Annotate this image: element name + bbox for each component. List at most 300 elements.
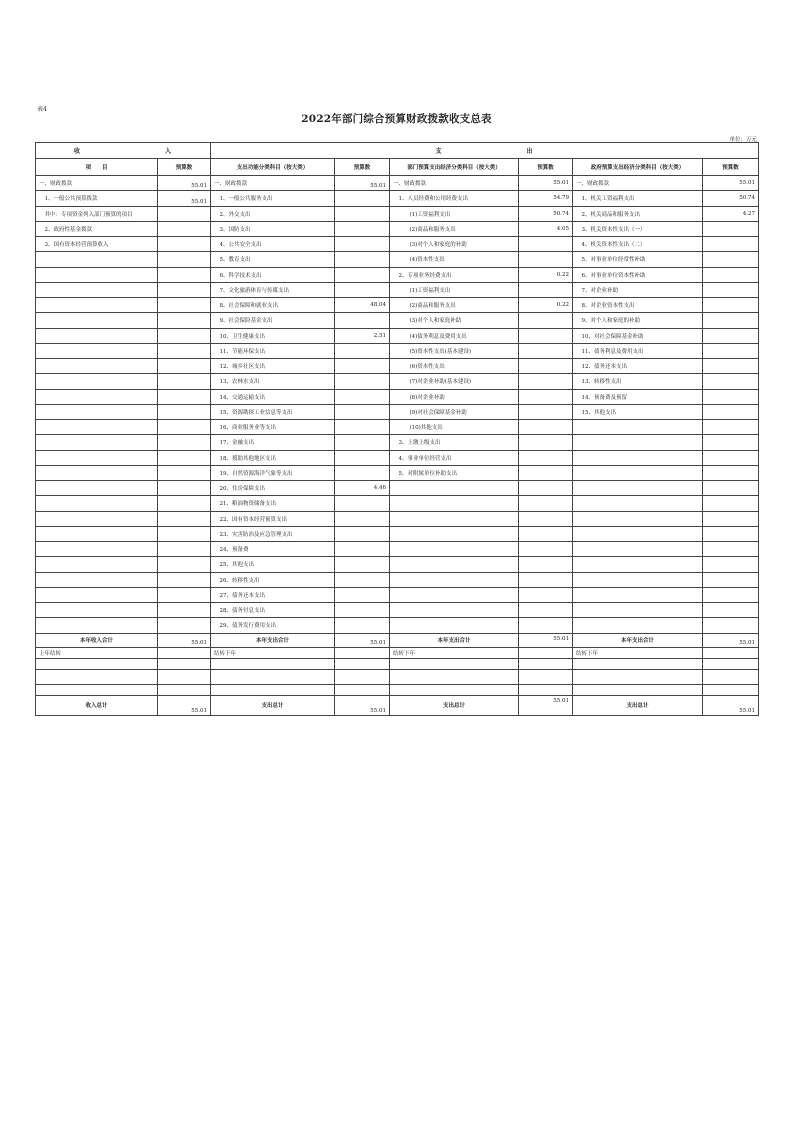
table-row	[36, 343, 759, 358]
item-cell	[36, 618, 158, 633]
budget-cell	[703, 450, 759, 465]
item-cell	[36, 282, 158, 297]
budget-cell	[519, 282, 573, 297]
carry-cell	[158, 647, 211, 658]
budget-table	[35, 142, 759, 716]
blank-row	[36, 684, 759, 695]
gov-econ-cell: 1、机关工资福利支出	[573, 191, 703, 206]
item-cell	[36, 557, 158, 572]
gov-econ-cell	[573, 511, 703, 526]
year-dept-total-value: 55.01	[519, 633, 573, 647]
func-cell: 3、国防支出	[211, 221, 335, 236]
budget-cell	[519, 511, 573, 526]
dept-econ-cell: 4、事业单位经营支出	[390, 450, 519, 465]
dept-econ-cell: (8)对企业补助	[390, 389, 519, 404]
budget-cell	[158, 404, 211, 419]
budget-cell	[519, 572, 573, 587]
budget-cell: 4.46	[335, 481, 390, 496]
budget-cell	[703, 526, 759, 541]
table-row	[36, 359, 759, 374]
item-cell: 一、财政拨款	[36, 176, 158, 191]
item-cell	[36, 404, 158, 419]
budget-cell	[158, 221, 211, 236]
item-cell	[36, 420, 158, 435]
gov-econ-cell	[573, 481, 703, 496]
budget-cell: 55.01	[519, 176, 573, 191]
budget-cell	[335, 359, 390, 374]
budget-cell	[519, 496, 573, 511]
dept-econ-cell: (6)资本性支出	[390, 359, 519, 374]
table-row	[36, 252, 759, 267]
budget-cell	[335, 221, 390, 236]
grand-income-total-label: 收入总计	[36, 695, 158, 715]
budget-cell	[519, 328, 573, 343]
table-row	[36, 404, 759, 419]
budget-cell	[519, 526, 573, 541]
budget-cell	[335, 252, 390, 267]
item-cell: 其中：专项资金列入部门预算的项目	[36, 206, 158, 221]
table-row	[36, 221, 759, 236]
table-row	[36, 511, 759, 526]
budget-cell	[335, 542, 390, 557]
func-cell: 4、公共安全支出	[211, 237, 335, 252]
table-row	[36, 267, 759, 282]
item-cell	[36, 526, 158, 541]
gov-econ-cell: 15、其他支出	[573, 404, 703, 419]
budget-cell	[158, 343, 211, 358]
budget-cell	[158, 450, 211, 465]
carry-func-label: 结转下年	[211, 647, 335, 658]
item-cell	[36, 252, 158, 267]
budget-cell	[703, 618, 759, 633]
expense-header-a: 支	[435, 148, 443, 155]
budget-cell	[519, 481, 573, 496]
gov-econ-cell	[573, 420, 703, 435]
budget-cell	[703, 572, 759, 587]
budget-cell	[335, 237, 390, 252]
budget-cell: 0.22	[519, 267, 573, 282]
budget-cell	[158, 374, 211, 389]
dept-econ-cell	[390, 557, 519, 572]
budget-cell	[335, 282, 390, 297]
dept-econ-cell: (2)商品和服务支出	[390, 221, 519, 236]
func-cell: 6、科学技术支出	[211, 267, 335, 282]
budget-cell	[335, 267, 390, 282]
budget-cell: 55.01	[703, 176, 759, 191]
func-cell: 1、一般公共服务支出	[211, 191, 335, 206]
func-cell: 17、金融支出	[211, 435, 335, 450]
budget-cell	[703, 359, 759, 374]
col-header-gov-econ: 政府预算支出经济分类科目（按大类）	[573, 159, 703, 176]
table-row	[36, 572, 759, 587]
item-cell	[36, 465, 158, 480]
gov-econ-cell	[573, 526, 703, 541]
budget-cell	[335, 404, 390, 419]
budget-cell	[158, 435, 211, 450]
func-cell: 8、社会保障和就业支出	[211, 298, 335, 313]
func-cell: 12、城乡社区支出	[211, 359, 335, 374]
table-row	[36, 328, 759, 343]
budget-cell	[703, 221, 759, 236]
table-row	[36, 587, 759, 602]
carry-gov-label: 结转下年	[573, 647, 703, 658]
func-cell: 29、债务发行费用支出	[211, 618, 335, 633]
func-cell: 13、农林水支出	[211, 374, 335, 389]
item-cell	[36, 328, 158, 343]
table-row	[36, 389, 759, 404]
budget-cell: 55.01	[158, 191, 211, 206]
grand-func-total-value: 55.01	[335, 695, 390, 715]
gov-econ-cell: 8、对企业资本性支出	[573, 298, 703, 313]
gov-econ-cell: 3、机关资本性支出（一）	[573, 221, 703, 236]
dept-econ-cell: (3)对个人和家庭的补助	[390, 237, 519, 252]
budget-cell	[158, 618, 211, 633]
budget-cell	[158, 328, 211, 343]
item-cell	[36, 343, 158, 358]
budget-cell: 0.22	[519, 298, 573, 313]
year-income-total-value: 55.01	[158, 633, 211, 647]
carry-row	[36, 647, 759, 658]
func-cell: 16、商业服务业等支出	[211, 420, 335, 435]
table-row	[36, 603, 759, 618]
item-cell	[36, 542, 158, 557]
budget-cell	[158, 267, 211, 282]
item-cell: 1、一般公共预算拨款	[36, 191, 158, 206]
gov-econ-cell	[573, 557, 703, 572]
table-row	[36, 191, 759, 206]
grand-total-row	[36, 695, 759, 715]
budget-cell	[519, 450, 573, 465]
budget-cell	[519, 374, 573, 389]
dept-econ-cell: 3、上缴上级支出	[390, 435, 519, 450]
budget-cell	[703, 481, 759, 496]
budget-cell	[519, 404, 573, 419]
budget-cell	[703, 343, 759, 358]
gov-econ-cell: 9、对个人和家庭的补助	[573, 313, 703, 328]
dept-econ-cell	[390, 511, 519, 526]
budget-cell	[158, 496, 211, 511]
gov-econ-cell: 11、债务利息及费用支出	[573, 343, 703, 358]
table-row	[36, 237, 759, 252]
carry-dept-label: 结转下年	[390, 647, 519, 658]
dept-econ-cell: (2)商品和服务支出	[390, 298, 519, 313]
income-header-a: 收	[73, 148, 81, 155]
table-row	[36, 465, 759, 480]
budget-cell	[519, 435, 573, 450]
budget-cell	[158, 542, 211, 557]
dept-econ-cell	[390, 496, 519, 511]
dept-econ-cell	[390, 542, 519, 557]
dept-econ-cell	[390, 603, 519, 618]
page-title: 2022年部门综合预算财政拨款收支总表	[301, 113, 492, 125]
dept-econ-cell: 一、财政拨款	[390, 176, 519, 191]
dept-econ-cell: 5、对附属单位补助支出	[390, 465, 519, 480]
grand-dept-total-value: 55.01	[519, 695, 573, 715]
table-row	[36, 313, 759, 328]
budget-cell: 4.05	[519, 221, 573, 236]
budget-cell	[519, 313, 573, 328]
func-cell: 10、卫生健康支出	[211, 328, 335, 343]
dept-econ-cell	[390, 572, 519, 587]
func-cell: 24、预备费	[211, 542, 335, 557]
col-header-budget: 预算数	[158, 159, 211, 176]
func-cell: 一、财政拨款	[211, 176, 335, 191]
col-header-item: 项 目	[36, 159, 158, 176]
sheet-label: 表4	[37, 106, 47, 113]
budget-cell	[158, 420, 211, 435]
budget-cell	[335, 374, 390, 389]
budget-cell	[158, 389, 211, 404]
budget-cell	[703, 496, 759, 511]
grand-income-total-value: 55.01	[158, 695, 211, 715]
func-cell: 23、灾害防治及应急管理支出	[211, 526, 335, 541]
year-func-total-value: 55.01	[335, 633, 390, 647]
table-row	[36, 618, 759, 633]
budget-cell	[703, 267, 759, 282]
budget-cell: 50.74	[519, 206, 573, 221]
gov-econ-cell	[573, 450, 703, 465]
table-row	[36, 374, 759, 389]
grand-dept-total-label: 支出总计	[390, 695, 519, 715]
budget-cell	[519, 389, 573, 404]
budget-cell	[335, 557, 390, 572]
header-row-group	[36, 143, 759, 159]
budget-cell	[703, 374, 759, 389]
budget-cell	[703, 603, 759, 618]
gov-econ-cell: 2、机关商品和服务支出	[573, 206, 703, 221]
item-cell	[36, 496, 158, 511]
func-cell: 11、节能环保支出	[211, 343, 335, 358]
dept-econ-cell: 1、人员经费和公用经费支出	[390, 191, 519, 206]
gov-econ-cell	[573, 465, 703, 480]
budget-cell	[335, 496, 390, 511]
budget-cell	[519, 252, 573, 267]
gov-econ-cell: 7、对企业补助	[573, 282, 703, 297]
table-row	[36, 282, 759, 297]
budget-cell	[158, 557, 211, 572]
budget-cell	[335, 206, 390, 221]
table-row	[36, 298, 759, 313]
budget-cell: 50.74	[703, 191, 759, 206]
gov-econ-cell: 6、对事业单位资本性补助	[573, 267, 703, 282]
item-cell	[36, 298, 158, 313]
item-cell	[36, 587, 158, 602]
budget-cell	[335, 572, 390, 587]
budget-cell	[703, 298, 759, 313]
dept-econ-cell	[390, 587, 519, 602]
budget-cell	[335, 618, 390, 633]
budget-cell	[158, 237, 211, 252]
budget-cell	[158, 526, 211, 541]
budget-cell	[335, 511, 390, 526]
func-cell: 7、文化旅游体育与传媒支出	[211, 282, 335, 297]
table-row	[36, 420, 759, 435]
table-row	[36, 481, 759, 496]
budget-cell	[158, 206, 211, 221]
func-cell: 2、外交支出	[211, 206, 335, 221]
budget-cell	[519, 420, 573, 435]
budget-cell	[703, 542, 759, 557]
dept-econ-cell: (4)债务利息及费用支出	[390, 328, 519, 343]
budget-cell	[703, 557, 759, 572]
dept-econ-cell: (4)资本性支出	[390, 252, 519, 267]
budget-cell	[158, 481, 211, 496]
dept-econ-cell: (7)对企业补助(基本建设)	[390, 374, 519, 389]
func-cell: 9、社会保险基金支出	[211, 313, 335, 328]
gov-econ-cell	[573, 435, 703, 450]
budget-cell	[158, 313, 211, 328]
dept-econ-cell	[390, 481, 519, 496]
budget-cell	[335, 313, 390, 328]
budget-cell	[158, 359, 211, 374]
item-cell	[36, 435, 158, 450]
gov-econ-cell: 13、转移性支出	[573, 374, 703, 389]
item-cell	[36, 389, 158, 404]
unit-label: 单位：万元	[729, 137, 757, 143]
col-header-dept-econ: 部门预算支出经济分类科目（按大类）	[390, 159, 519, 176]
item-cell	[36, 374, 158, 389]
carry-cell	[703, 647, 759, 658]
expense-header-b: 出	[526, 148, 534, 155]
budget-cell	[519, 359, 573, 374]
item-cell: 2、政府性基金拨款	[36, 221, 158, 236]
budget-cell	[703, 420, 759, 435]
budget-cell	[335, 587, 390, 602]
budget-cell	[703, 328, 759, 343]
func-cell: 14、交通运输支出	[211, 389, 335, 404]
dept-econ-cell: (9)对社会保障基金补助	[390, 404, 519, 419]
func-cell: 26、转移性支出	[211, 572, 335, 587]
budget-cell	[335, 450, 390, 465]
gov-econ-cell: 12、债务还本支出	[573, 359, 703, 374]
table-row	[36, 450, 759, 465]
gov-econ-cell	[573, 587, 703, 602]
dept-econ-cell: (3)对个人和家庭补助	[390, 313, 519, 328]
dept-econ-cell: (1)工资福利支出	[390, 282, 519, 297]
budget-cell	[703, 587, 759, 602]
gov-econ-cell	[573, 542, 703, 557]
col-header-budget: 预算数	[519, 159, 573, 176]
item-cell	[36, 359, 158, 374]
func-cell: 19、自然资源海洋气象等支出	[211, 465, 335, 480]
budget-cell	[703, 465, 759, 480]
func-cell: 25、其他支出	[211, 557, 335, 572]
budget-cell	[703, 404, 759, 419]
grand-gov-total-value: 55.01	[703, 695, 759, 715]
year-total-row	[36, 633, 759, 647]
budget-cell	[335, 191, 390, 206]
table-row	[36, 496, 759, 511]
gov-econ-cell	[573, 572, 703, 587]
budget-cell	[158, 282, 211, 297]
table-row	[36, 526, 759, 541]
item-cell	[36, 313, 158, 328]
func-cell: 27、债务还本支出	[211, 587, 335, 602]
func-cell: 15、资源勘探工业信息等支出	[211, 404, 335, 419]
gov-econ-cell: 4、机关资本性支出（二）	[573, 237, 703, 252]
col-header-budget: 预算数	[703, 159, 759, 176]
grand-func-total-label: 支出总计	[211, 695, 335, 715]
budget-cell	[335, 389, 390, 404]
func-cell: 18、援助其他地区支出	[211, 450, 335, 465]
budget-cell	[519, 343, 573, 358]
col-header-func: 支出功能分类科目（按大类）	[211, 159, 335, 176]
header-row-columns	[36, 159, 759, 176]
carry-cell	[335, 647, 390, 658]
func-cell: 21、粮油物资储备支出	[211, 496, 335, 511]
budget-cell	[335, 343, 390, 358]
grand-gov-total-label: 支出总计	[573, 695, 703, 715]
budget-cell: 55.01	[335, 176, 390, 191]
budget-cell	[703, 435, 759, 450]
budget-cell	[158, 465, 211, 480]
budget-cell	[158, 298, 211, 313]
income-header-b: 入	[165, 148, 173, 155]
func-cell: 20、住房保障支出	[211, 481, 335, 496]
budget-cell	[703, 511, 759, 526]
item-cell	[36, 603, 158, 618]
budget-cell	[703, 282, 759, 297]
item-cell	[36, 511, 158, 526]
table-row	[36, 435, 759, 450]
budget-cell	[335, 420, 390, 435]
budget-cell	[158, 587, 211, 602]
dept-econ-cell: (1)工资福利支出	[390, 206, 519, 221]
item-cell	[36, 572, 158, 587]
budget-cell	[519, 557, 573, 572]
budget-cell	[519, 237, 573, 252]
dept-econ-cell	[390, 618, 519, 633]
item-cell	[36, 481, 158, 496]
gov-econ-cell	[573, 603, 703, 618]
budget-cell: 55.01	[158, 176, 211, 191]
budget-cell	[519, 618, 573, 633]
dept-econ-cell: (10)其他支出	[390, 420, 519, 435]
budget-cell	[335, 603, 390, 618]
income-group-header	[36, 143, 211, 159]
expense-group-header	[211, 143, 759, 159]
gov-econ-cell: 一、财政拨款	[573, 176, 703, 191]
budget-cell: 54.79	[519, 191, 573, 206]
budget-cell	[335, 526, 390, 541]
func-cell: 5、教育支出	[211, 252, 335, 267]
budget-cell	[335, 465, 390, 480]
budget-cell	[335, 435, 390, 450]
budget-cell	[703, 252, 759, 267]
item-cell: 3、国有资本经营预算收入	[36, 237, 158, 252]
budget-cell	[519, 465, 573, 480]
gov-econ-cell	[573, 618, 703, 633]
dept-econ-cell	[390, 526, 519, 541]
gov-econ-cell: 10、对社会保障基金补助	[573, 328, 703, 343]
budget-cell	[158, 252, 211, 267]
budget-cell	[703, 237, 759, 252]
budget-cell	[519, 542, 573, 557]
col-header-budget: 预算数	[335, 159, 390, 176]
func-cell: 28、债务付息支出	[211, 603, 335, 618]
gov-econ-cell	[573, 496, 703, 511]
budget-cell: 2.51	[335, 328, 390, 343]
table-row	[36, 176, 759, 191]
table-row	[36, 542, 759, 557]
blank-row	[36, 658, 759, 669]
blank-row	[36, 669, 759, 684]
budget-cell	[703, 389, 759, 404]
table-row	[36, 206, 759, 221]
year-func-total-label: 本年支出合计	[211, 633, 335, 647]
gov-econ-cell: 14、预备费及预留	[573, 389, 703, 404]
table-row	[36, 557, 759, 572]
